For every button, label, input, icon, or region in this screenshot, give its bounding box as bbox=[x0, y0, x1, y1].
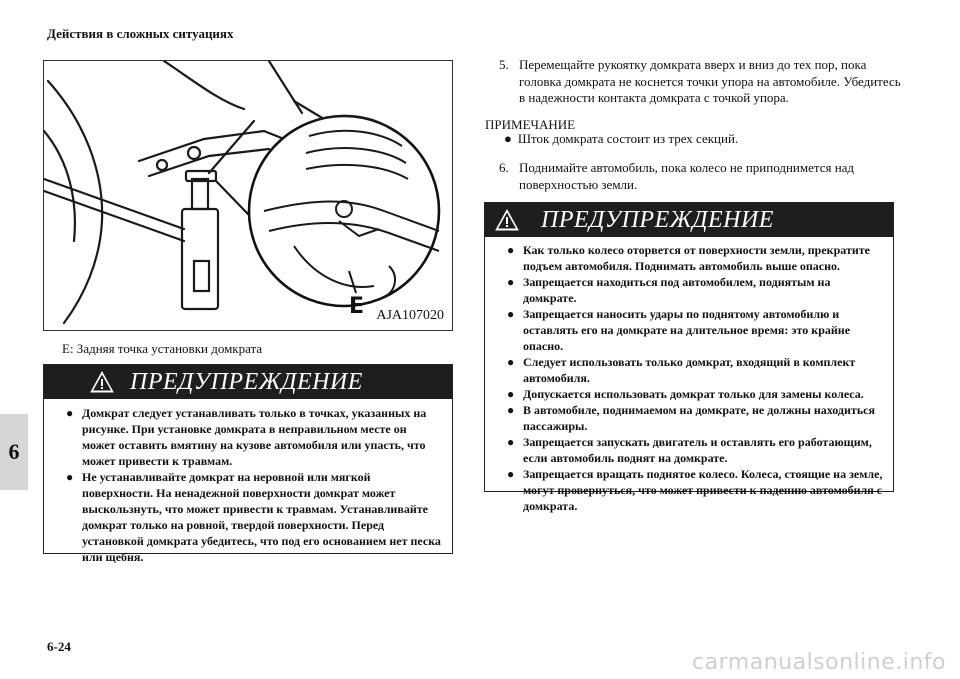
warning-title: ПРЕДУПРЕЖДЕНИЕ bbox=[541, 206, 774, 233]
figure-caption: E: Задняя точка установки домкрата bbox=[62, 341, 263, 356]
warning-item bbox=[66, 405, 442, 469]
bullet: ● bbox=[507, 467, 515, 481]
warning-triangle-icon bbox=[495, 209, 519, 231]
jack-illustration bbox=[43, 60, 453, 331]
step-text: Перемещайте рукоятку домкрата вверх и вниз до тех пор, пока головка домкрата не коснется точки упора на автомобиле. Убедитесь в надежности контакта домкрата с точкой упора. bbox=[519, 57, 901, 105]
step-6 bbox=[499, 160, 919, 194]
warning-list bbox=[44, 405, 452, 565]
jack-body bbox=[182, 209, 218, 309]
arm-bolt bbox=[188, 147, 200, 159]
note-label: ПРИМЕЧАНИЕ bbox=[485, 117, 576, 132]
callout-e: E bbox=[349, 294, 365, 319]
bullet: ● bbox=[507, 243, 515, 257]
warning-list bbox=[485, 242, 893, 514]
warning-text: Не устанавливайте домкрат на неровной или мягкой поверхности. На ненадежной поверхности домкрат может выскользнуть, что может привести к травмам. Устанавливайте домкрат только на ровной, твердой поверхности. Перед установкой домкрата убедитесь, что под его основанием нет песка или щебня. bbox=[82, 470, 441, 564]
zoom-detail bbox=[249, 116, 439, 319]
warning-text: Домкрат следует устанавливать только в точках, указанных на рисунке. При установке домкрата в неправильном месте он может оставить вмятину на кузове автомобиля или упасть, что может привести к травмам. bbox=[82, 406, 427, 468]
warning-item bbox=[507, 242, 883, 274]
bullet: ● bbox=[507, 403, 515, 417]
step-number: 5. bbox=[499, 57, 509, 72]
bullet: ● bbox=[66, 470, 74, 484]
warning-item bbox=[507, 466, 883, 514]
warning-text: В автомобиле, поднимаемом на домкрате, не должны находиться пассажиры. bbox=[523, 403, 875, 433]
warning-text: Запрещается вращать поднятое колесо. Колеса, стоящие на земле, могут провернуться, что может привести к падению автомобиля с домкрата. bbox=[523, 467, 883, 513]
warning-text: Следует использовать только домкрат, входящий в комплект автомобиля. bbox=[523, 355, 856, 385]
warning-text: Запрещается запускать двигатель и оставлять его работающим, если автомобиль поднят на домкрате. bbox=[523, 435, 872, 465]
warning-header bbox=[485, 203, 893, 237]
warning-triangle-icon bbox=[90, 371, 114, 393]
jack-drawing bbox=[44, 61, 453, 331]
warning-item bbox=[507, 402, 883, 434]
warning-item bbox=[507, 354, 883, 386]
bullet: ● bbox=[507, 355, 515, 369]
warning-box-left bbox=[43, 364, 453, 564]
warning-text: Запрещается находиться под автомобилем, поднятым на домкрате. bbox=[523, 275, 831, 305]
warning-text: Запрещается наносить удары по поднятому автомобилю и оставлять его на домкрате на длительное время: это крайне опасно. bbox=[523, 307, 851, 353]
chapter-tab: 6 bbox=[0, 414, 28, 490]
jack-screw bbox=[192, 179, 208, 209]
step-number: 6. bbox=[499, 160, 509, 175]
bullet: ● bbox=[66, 406, 74, 420]
watermark: carmanualsonline.info bbox=[692, 650, 946, 675]
warning-header bbox=[44, 365, 452, 399]
warning-item bbox=[507, 306, 883, 354]
warning-box-right bbox=[484, 202, 894, 513]
note-item bbox=[504, 131, 738, 147]
bullet: ● bbox=[507, 307, 515, 321]
warning-title: ПРЕДУПРЕЖДЕНИЕ bbox=[130, 368, 363, 395]
note-text: Шток домкрата состоит из трех секций. bbox=[517, 131, 739, 146]
figure-code: AJA107020 bbox=[376, 308, 444, 323]
running-header: Действия в сложных ситуациях bbox=[47, 26, 234, 41]
warning-item bbox=[66, 469, 442, 565]
step-5 bbox=[499, 57, 919, 107]
jack-handle bbox=[44, 179, 184, 229]
bullet: ● bbox=[507, 387, 515, 401]
warning-text: Как только колесо оторвется от поверхности земли, прекратите подъем автомобиля. Поднимать автомобиль выше опасно. bbox=[523, 243, 870, 273]
bullet: ● bbox=[507, 275, 515, 289]
bullet: ● bbox=[504, 131, 512, 146]
warning-item bbox=[507, 274, 883, 306]
warning-text: Допускается использовать домкрат только для замены колеса. bbox=[523, 387, 864, 401]
page-number: 6-24 bbox=[47, 639, 71, 654]
warning-item bbox=[507, 434, 883, 466]
step-text: Поднимайте автомобиль, пока колесо не приподнимется над поверхностью земли. bbox=[519, 160, 855, 192]
bullet: ● bbox=[507, 435, 515, 449]
warning-item bbox=[507, 386, 883, 402]
